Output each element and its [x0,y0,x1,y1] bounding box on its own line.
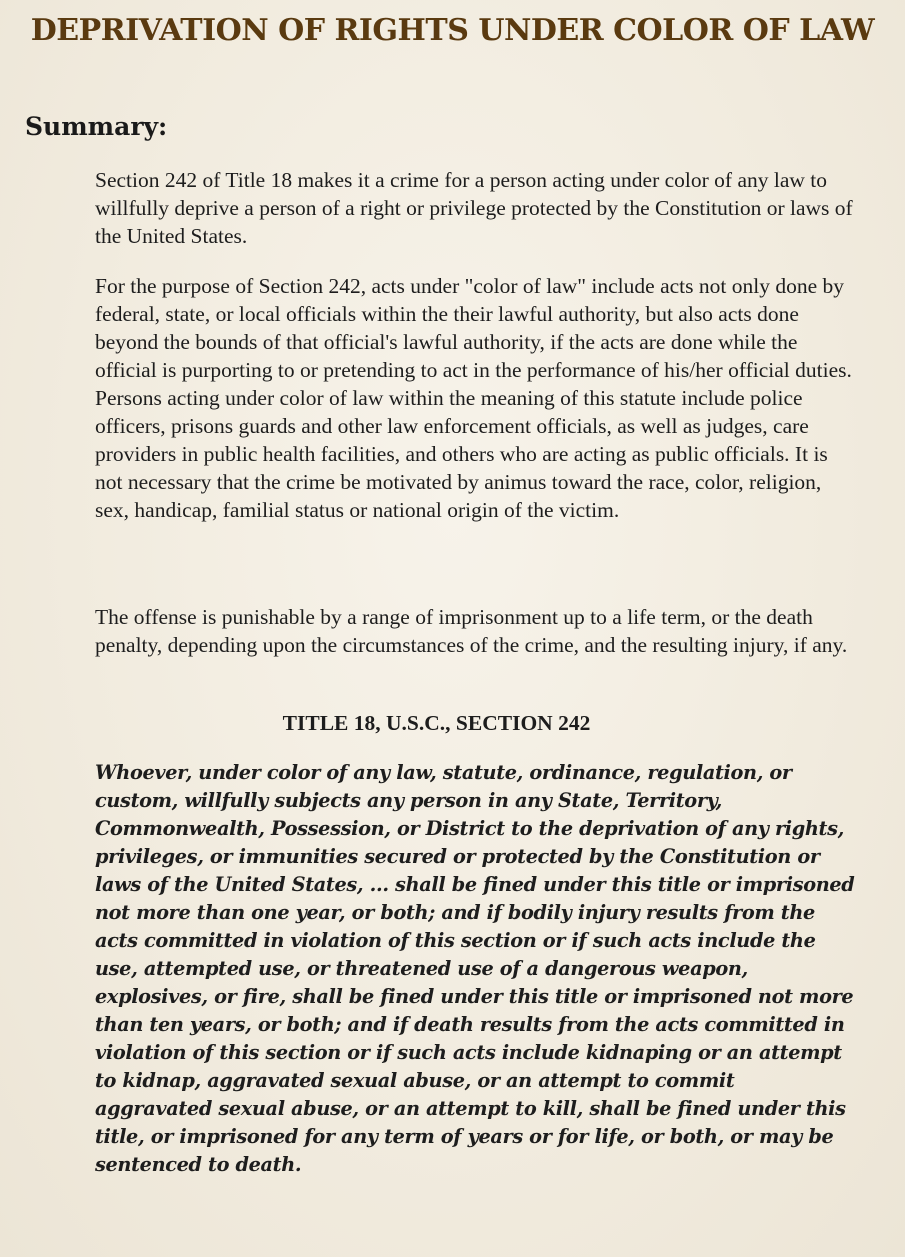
summary-paragraph-2: For the purpose of Section 242, acts under "color of law" include acts not only done by federal, state, or local officials within the their lawful authority, but also acts done beyond the bounds of that official's lawful authority, if the acts are done while the official is purporting to or pretending to act in the performance of his/her official duties. Persons acting under color of law within the meaning of this statute include police officers, prisons guards and other law enforcement officials, as well as judges, care providers in public health facilities, and others who are acting as public officials. It is not necessary that the crime be motivated by animus toward the race, color, religion, sex, handicap, familial status or national origin of the victim. [95,274,852,522]
statute-section-title: TITLE 18, U.S.C., SECTION 242 [282,711,591,735]
summary-paragraph-3: The offense is punishable by a range of imprisonment up to a life term, or the death penalty, depending upon the circumstances of the crime, and the resulting injury, if any. [95,605,848,657]
page-title: DEPRIVATION OF RIGHTS UNDER COLOR OF LAW [30,13,875,48]
summary-heading: Summary: [25,112,168,141]
summary-paragraph-1: Section 242 of Title 18 makes it a crime for a person acting under color of any law to willfully deprive a person of a right or privilege protected by the Constitution or laws of the United States. [95,168,853,248]
statute-text: Whoever, under color of any law, statute, ordinance, regulation, or custom, willfully subjects any person in any State, Territory, Commonwealth, Possession, or District to the deprivation of any rights, privileges, or immunities secured or protected by the Constitution or laws of the United States, ... shall be fined under this title or imprisoned not more than one year, or both; and if bodily injury results from the acts committed in violation of this section or if such acts include the use, attempted use, or threatened use of a dangerous weapon, explosives, or fire, shall be fined under this title or imprisoned not more than ten years, or both; and if death results from the acts committed in violation of this section or if such acts include kidnaping or an attempt to kidnap, aggravated sexual abuse, or an attempt to commit aggravated sexual abuse, or an attempt to kill, shall be fined under this title, or imprisoned for any term of years or for life, or both, or may be sentenced to death. [95,761,855,1176]
